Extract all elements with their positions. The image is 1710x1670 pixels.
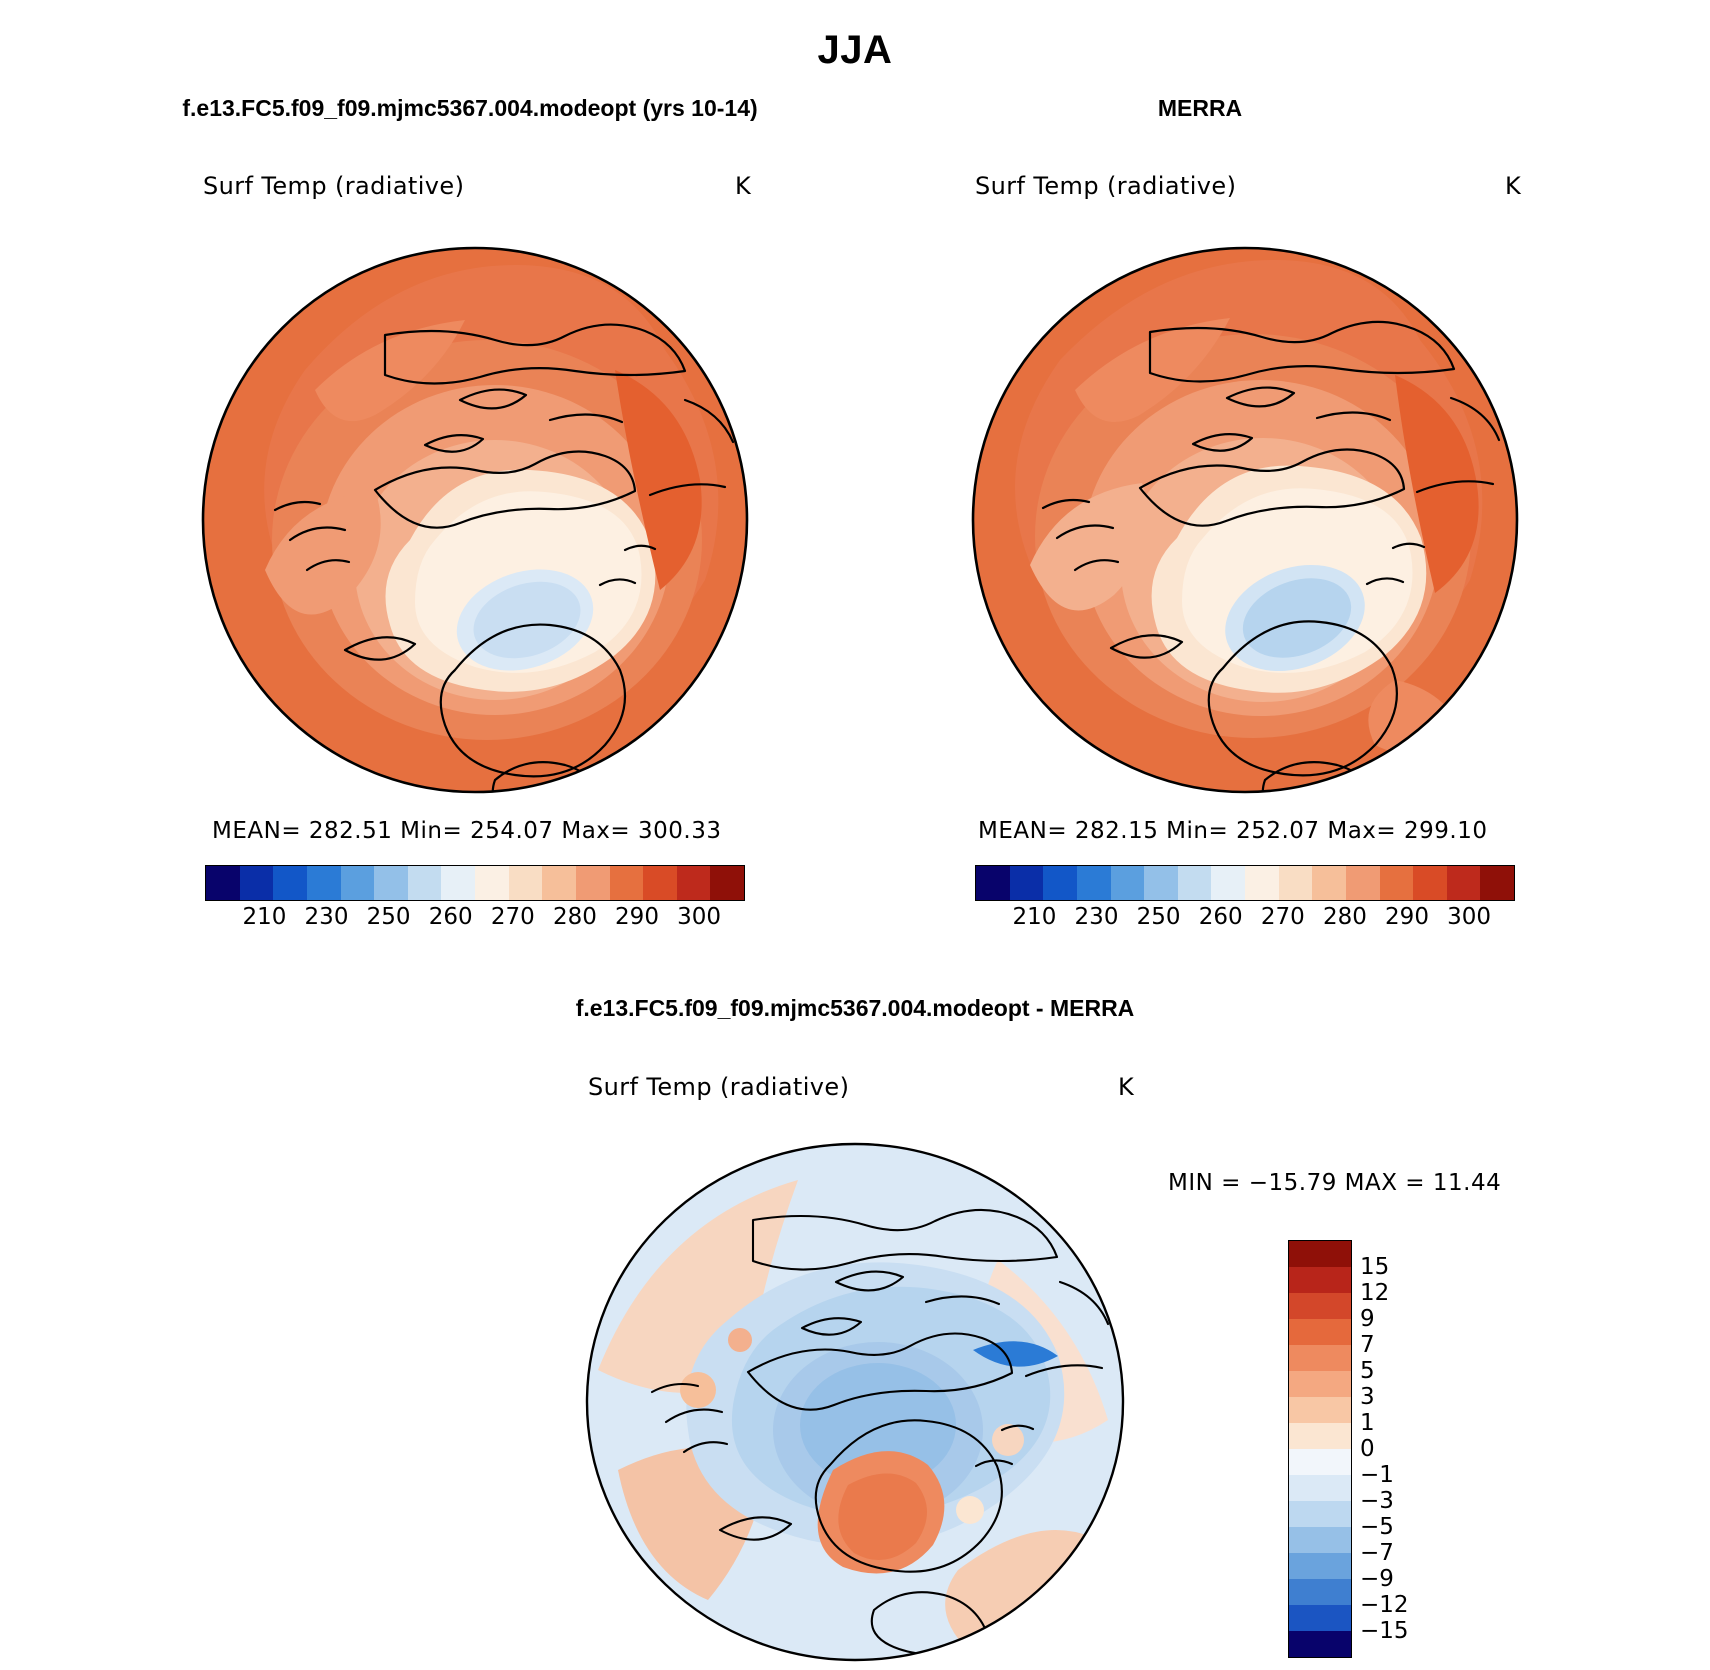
tick-label: −9 [1360, 1566, 1394, 1592]
tick-label: 250 [366, 904, 411, 930]
map-obs [965, 240, 1525, 800]
tick-label: 260 [428, 904, 473, 930]
tick-label: 0 [1360, 1436, 1375, 1462]
tick-label: 210 [1012, 904, 1057, 930]
tick-label: 270 [1260, 904, 1305, 930]
unit-label-model: K [735, 172, 751, 200]
tick-label: 1 [1360, 1410, 1375, 1436]
tick-label: −3 [1360, 1488, 1394, 1514]
panel-title-difference: f.e13.FC5.f09_f09.mjmc5367.004.modeopt - MERRA [575, 995, 1135, 1021]
tick-label: −5 [1360, 1514, 1394, 1540]
panel-subtitle-obs: Surf Temp (radiative) [975, 172, 1237, 200]
stats-model: MEAN= 282.51 Min= 254.07 Max= 300.33 [212, 818, 722, 844]
colorbar-obs-gradient [975, 865, 1515, 901]
tick-label: 15 [1360, 1254, 1390, 1280]
tick-label: 9 [1360, 1306, 1375, 1332]
map-difference [578, 1140, 1133, 1665]
unit-label-obs: K [1505, 172, 1521, 200]
unit-label-difference: K [1118, 1073, 1134, 1101]
stats-obs: MEAN= 282.15 Min= 252.07 Max= 299.10 [978, 818, 1488, 844]
tick-label: 300 [1447, 904, 1492, 930]
tick-label: 5 [1360, 1358, 1375, 1384]
tick-label: 280 [552, 904, 597, 930]
page-title: JJA [817, 28, 893, 72]
tick-label: 300 [677, 904, 722, 930]
map-model [195, 240, 755, 800]
tick-label: 290 [615, 904, 659, 930]
tick-label: 210 [242, 904, 287, 930]
tick-label: 230 [1074, 904, 1119, 930]
tick-label: −12 [1360, 1592, 1409, 1618]
colorbar-difference-gradient [1288, 1240, 1352, 1658]
tick-label: 270 [490, 904, 535, 930]
colorbar-model-ticks [205, 904, 745, 936]
colorbar-model-gradient [205, 865, 745, 901]
panel-subtitle-difference: Surf Temp (radiative) [588, 1073, 850, 1101]
stats-difference: MIN = −15.79 MAX = 11.44 [1168, 1170, 1502, 1196]
tick-label: 230 [304, 904, 349, 930]
tick-label: −1 [1360, 1462, 1394, 1488]
colorbar-obs-ticks [975, 904, 1515, 936]
tick-label: −7 [1360, 1540, 1394, 1566]
tick-label: −15 [1360, 1618, 1409, 1644]
panel-title-obs: MERRA [1157, 95, 1243, 121]
tick-label: 290 [1385, 904, 1429, 930]
tick-label: 260 [1198, 904, 1243, 930]
tick-label: 250 [1136, 904, 1181, 930]
tick-label: 3 [1360, 1384, 1375, 1410]
tick-label: 12 [1360, 1280, 1390, 1306]
colorbar-obs [975, 865, 1515, 936]
tick-label: 280 [1322, 904, 1367, 930]
panel-subtitle-model: Surf Temp (radiative) [203, 172, 465, 200]
colorbar-model [205, 865, 745, 936]
tick-label: 7 [1360, 1332, 1375, 1358]
colorbar-difference [1288, 1240, 1409, 1658]
panel-title-model: f.e13.FC5.f09_f09.mjmc5367.004.modeopt (yrs 10-14) [182, 95, 758, 121]
